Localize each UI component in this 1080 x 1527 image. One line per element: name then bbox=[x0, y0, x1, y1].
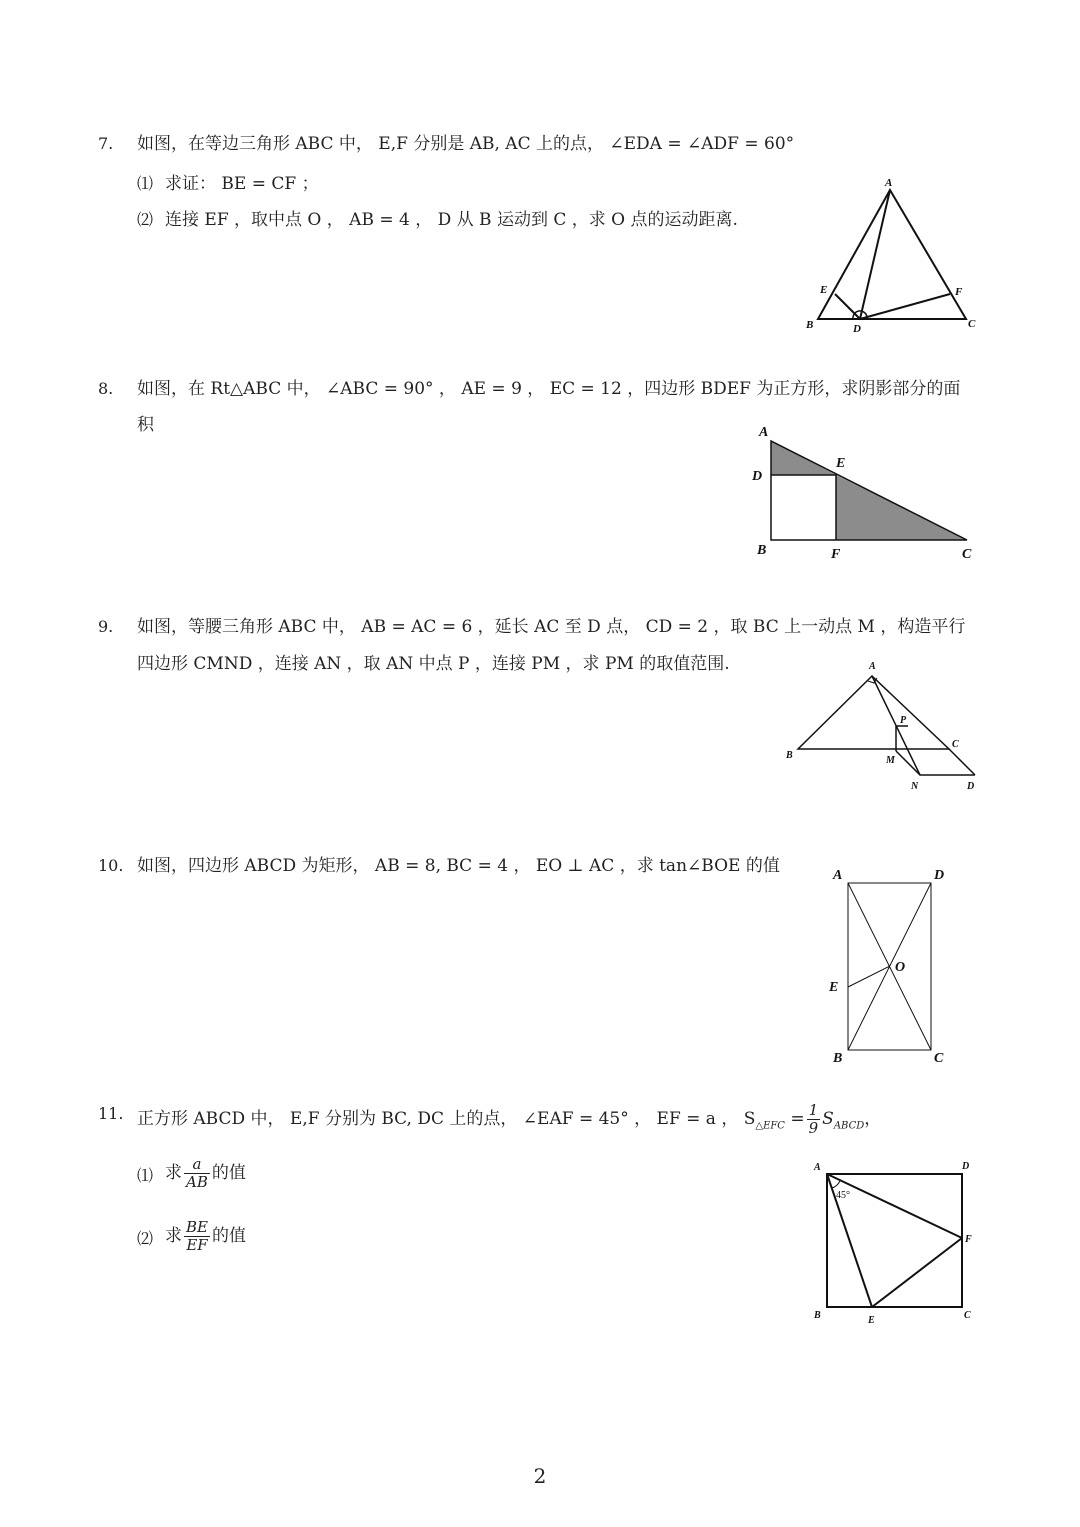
page-number: 2 bbox=[533, 1464, 547, 1488]
problem-9-number: 9. bbox=[98, 617, 114, 636]
problem-11-sub-efc: △EFC bbox=[755, 1120, 785, 1132]
problem-8-stem: 如图，在 Rt△ABC 中， ∠ABC = 90° ， AE = 9 ， EC = 12 ，四边形 BDEF 为正方形，求阴影部分的面 bbox=[137, 379, 961, 399]
fig10-label-c: C bbox=[934, 1051, 944, 1066]
problem-11-frac bbox=[807, 1102, 821, 1137]
fig9-label-d: D bbox=[967, 781, 975, 792]
fig8-label-c: C bbox=[962, 547, 972, 562]
problem-9-stem-cont: 四边形 CMND ，连接 AN ，取 AN 中点 P ，连接 PM ，求 PM 的取值范围. bbox=[137, 654, 730, 674]
fig9-label-n: N bbox=[911, 781, 919, 792]
fig9-label-p: P bbox=[900, 715, 907, 726]
fig7-label-c: C bbox=[968, 318, 976, 330]
problem-11-sub-abcd: ABCD bbox=[833, 1120, 865, 1132]
problem-11-frac-num: 1 bbox=[808, 1101, 819, 1119]
fig8-label-a: A bbox=[759, 425, 769, 440]
problem-11-eq: = bbox=[790, 1109, 805, 1129]
fig7-label-d: D bbox=[853, 323, 861, 335]
problem-11-s: S bbox=[822, 1109, 834, 1129]
problem-7-sub2-text: 连接 EF ，取中点 O ， AB = 4 ， D 从 B 运动到 C ，求 O 点的运动距离. bbox=[165, 210, 738, 230]
problem-7-number: 7. bbox=[98, 134, 114, 153]
problem-8-stem-cont: 积 bbox=[137, 415, 154, 435]
fig7-label-b: B bbox=[806, 319, 814, 331]
problem-10-stem: 如图，四边形 ABCD 为矩形， AB = 8, BC = 4 ， EO ⊥ AC ，求 tan∠BOE 的值 bbox=[137, 856, 780, 876]
problem-11-number: 11. bbox=[98, 1104, 124, 1123]
problem-11-sub1-post: 的值 bbox=[211, 1163, 246, 1183]
fig7-label-a: A bbox=[885, 177, 893, 189]
fig7-label-e: E bbox=[820, 284, 828, 296]
fig8-label-f: F bbox=[831, 547, 841, 562]
problem-11-end: ， bbox=[864, 1109, 882, 1129]
fig11-label-b: B bbox=[814, 1310, 821, 1321]
problem-11-sub1-pre: 求 bbox=[165, 1163, 182, 1183]
fig8-label-d: D bbox=[752, 469, 763, 484]
problem-8-number: 8. bbox=[98, 379, 114, 398]
fig9-label-b: B bbox=[786, 750, 793, 761]
fig11-label-a: A bbox=[814, 1162, 821, 1173]
problem-11-sub1-frac bbox=[184, 1156, 210, 1191]
problem-7-sub1-text: 求证： BE = CF ； bbox=[165, 174, 319, 194]
problem-11-frac-den: 9 bbox=[808, 1119, 819, 1137]
problem-7-sub1-label: ⑴ bbox=[137, 174, 154, 193]
problem-11-sub2-num: BE bbox=[186, 1218, 208, 1236]
problem-11-stem bbox=[137, 1102, 881, 1138]
fig9-label-a: A bbox=[869, 661, 876, 672]
fig11-label-e: E bbox=[868, 1315, 875, 1326]
problem-11-sub1-label: ⑴ bbox=[137, 1166, 154, 1185]
fig10-label-e: E bbox=[829, 980, 839, 995]
problem-11-sub2-pre: 求 bbox=[165, 1226, 182, 1246]
fig7-label-f: F bbox=[955, 286, 963, 298]
problem-11-sub1-den: AB bbox=[186, 1173, 208, 1191]
problem-11-sub2-label: ⑵ bbox=[137, 1229, 154, 1248]
problem-9-stem: 如图，等腰三角形 ABC 中， AB = AC = 6 ，延长 AC 至 D 点， CD = 2 ，取 BC 上一动点 M ，构造平行 bbox=[137, 617, 966, 637]
fig10-label-a: A bbox=[833, 868, 843, 883]
fig9-label-c: C bbox=[952, 739, 959, 750]
problem-11-sub2-frac bbox=[184, 1219, 210, 1254]
fig10-label-d: D bbox=[934, 868, 945, 883]
problem-11-stem-main: 正方形 ABCD 中， E,F 分别为 BC, DC 上的点， ∠EAF = 45° ， EF = a ， S bbox=[137, 1109, 756, 1129]
fig10-label-b: B bbox=[833, 1051, 843, 1066]
fig11-angle-label: 45° bbox=[836, 1190, 850, 1201]
problem-7-stem: 如图，在等边三角形 ABC 中， E,F 分别是 AB, AC 上的点， ∠EDA = ∠ADF = 60° bbox=[137, 134, 795, 154]
problem-11-sub2-den: EF bbox=[186, 1236, 208, 1254]
fig8-label-b: B bbox=[757, 543, 767, 558]
problem-10-number: 10. bbox=[98, 856, 124, 875]
problem-7-sub2-label: ⑵ bbox=[137, 210, 154, 229]
fig8-label-e: E bbox=[836, 456, 846, 471]
fig9-label-m: M bbox=[886, 755, 895, 766]
fig11-label-d: D bbox=[962, 1161, 970, 1172]
fig11-label-c: C bbox=[964, 1310, 971, 1321]
problem-11-sub1-num: a bbox=[184, 1156, 210, 1174]
fig11-label-f: F bbox=[965, 1234, 972, 1245]
fig10-label-o: O bbox=[895, 960, 906, 975]
problem-11-sub2-post: 的值 bbox=[211, 1226, 246, 1246]
problem-11-sub1 bbox=[165, 1156, 246, 1191]
problem-11-sub2 bbox=[165, 1219, 246, 1254]
